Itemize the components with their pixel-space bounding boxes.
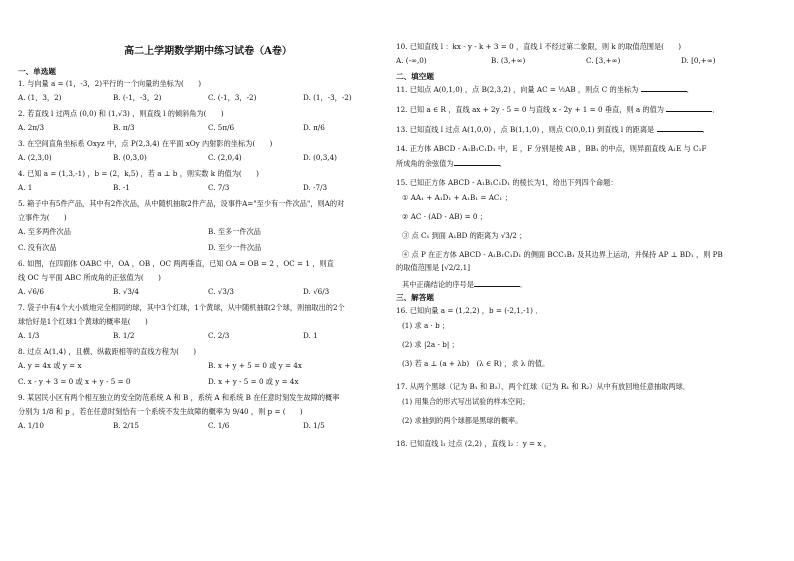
options xyxy=(18,183,398,192)
option-a[interactable]: A. 1 xyxy=(18,182,33,192)
option-a[interactable]: A. √6/6 xyxy=(18,286,44,296)
option-d[interactable]: D. √6/3 xyxy=(303,286,330,296)
question-16 xyxy=(396,306,776,368)
question-1 xyxy=(18,79,398,102)
question-line: 其中正确结论的序号是 ． xyxy=(402,280,528,290)
option-b[interactable]: B. √3/4 xyxy=(113,286,139,296)
question-stem: 18. 已知直线 l₁ 过点 (2,2) ，直线 l₂ ：y = x ， xyxy=(396,438,551,448)
answer-blank[interactable] xyxy=(474,279,520,287)
option-a[interactable]: A. (2,3,0) xyxy=(18,152,52,162)
option-d[interactable]: D. (1，-3，-2) xyxy=(303,92,352,102)
right-column xyxy=(396,42,776,450)
sub-question-2: (2) 求抽到的两个球都是黑球的概率。 xyxy=(402,415,523,425)
question-stem: 2. 若直线 l 过两点 (0,0) 和 (1,√3) ，则直线 l 的倾斜角为( ) xyxy=(18,108,224,118)
question-line: 11. 已知点 A(0,1,0) ，点 B(2,3,2) ，向量 AC = ½AB ，则点 C 的坐标为 ． xyxy=(396,85,694,95)
option-c[interactable]: C. 5π/6 xyxy=(208,122,235,132)
option-d[interactable]: D. 1/5 xyxy=(303,420,325,430)
question-8 xyxy=(18,347,398,386)
options xyxy=(18,123,398,132)
question-17 xyxy=(396,382,776,425)
option-d[interactable]: D. 至少一件次品 xyxy=(208,242,262,252)
question-stem-cont: 球恰好是1个红球1个黄球的概率是( ) xyxy=(18,316,148,326)
option-b[interactable]: B. 至多一件次品 xyxy=(208,226,261,236)
question-stem-cont: 立事件为( ) xyxy=(18,212,67,222)
question-stem: 17. 从两个黑球（记为 B₁ 和 B₂）、两个红球（记为 R₁ 和 R₂）从中有放回地任意抽取两球． xyxy=(396,381,690,391)
option-c[interactable]: C. 7/3 xyxy=(208,182,230,192)
option-b[interactable]: B. (0,3,0) xyxy=(113,152,147,162)
spacer xyxy=(396,136,776,144)
option-a[interactable]: A. 2π/3 xyxy=(18,122,45,132)
option-b[interactable]: B. (-1，-3，2) xyxy=(113,92,162,102)
question-15 xyxy=(396,178,776,289)
options xyxy=(18,227,398,236)
question-stem: 11. 已知点 A(0,1,0) ，点 B(2,3,2) ，向量 AC = ½AB ，则点 C 的坐标为 xyxy=(396,85,639,95)
sub-question-1: (1) 用集合的形式写出试验的样本空间； xyxy=(402,396,530,406)
question-stem: 12. 已知 a ∈ R ，直线 ax + 2y - 5 = 0 与直线 x - 2y + 1 = 0 垂直，则 a 的值为 xyxy=(396,105,664,115)
question-stem: 16. 已知向量 a = (1,2,2) ，b = (-2,1,-1) ． xyxy=(396,305,543,315)
option-b[interactable]: B. 2/15 xyxy=(113,420,139,430)
proposition-2: ② AC · (AD - AB) = 0 ； xyxy=(402,212,487,222)
options xyxy=(396,56,776,65)
question-3 xyxy=(18,139,398,162)
option-c[interactable]: C. 2/3 xyxy=(208,330,230,340)
option-a[interactable]: A. (-∞,0) xyxy=(396,56,427,65)
sub-question-1: (1) 求 a · b ； xyxy=(402,320,450,330)
exam-title: 高二上学期数学期中练习试卷（A卷） xyxy=(124,46,292,57)
options xyxy=(18,377,398,386)
option-a[interactable]: A. 1/10 xyxy=(18,420,44,430)
question-stem: 14. 正方体 ABCD - A₁B₁C₁D₁ 中，E ，F 分别是棱 AB ，BB₁ 的中点，则异面直线 A₁E 与 C₁F xyxy=(396,144,707,154)
question-stem: 13. 已知直线 l 过点 A(1,0,0) ，点 B(1,1,0) ，则点 C(0,0,1) 到直线 l 的距离是 xyxy=(396,125,655,135)
section-fill-in: 二、填空题 xyxy=(396,72,434,81)
question-stem: 6. 如图，在四面体 OABC 中，OA ，OB ，OC 两两垂直，已知 OA = OB = 2 ，OC = 1 ，则直 xyxy=(18,258,334,268)
question-stem: 1. 与向量 a = (1，-3，2)平行的一个向量的坐标为( ) xyxy=(18,78,202,88)
question-12 xyxy=(396,104,776,114)
proposition-4-cont: 的取值范围是 [√2/2,1] xyxy=(396,263,471,273)
spacer xyxy=(396,170,776,178)
question-5 xyxy=(18,199,398,252)
question-stem: 4. 已知 a = (1,3,-1) ，b = (2，k,5) ，若 a ⊥ b ，则实数 k 的值为( ) xyxy=(18,168,259,178)
question-9 xyxy=(18,393,398,430)
options xyxy=(18,153,398,162)
question-line: 13. 已知直线 l 过点 A(1,0,0) ，点 B(1,1,0) ，则点 C(0,0,1) 到直线 l 的距离是 ． xyxy=(396,125,710,135)
proposition-3: ③ 点 C₁ 到面 A₁BD 的距离为 √3/2 ； xyxy=(402,231,527,241)
option-d[interactable]: D. [0,+∞) xyxy=(681,56,716,65)
options xyxy=(18,361,398,370)
question-6 xyxy=(18,259,398,296)
question-7 xyxy=(18,303,398,340)
question-2 xyxy=(18,109,398,132)
question-stem: 7. 袋子中有4个大小质地完全相同的球，其中3个红球，1个黄球，从中随机抽取2个球，则抽取出的2个 xyxy=(18,302,345,312)
option-c[interactable]: C. √3/3 xyxy=(208,286,234,296)
option-a[interactable]: A. 至多两件次品 xyxy=(18,226,71,236)
question-stem: 3. 在空间直角坐标系 Oxyz 中，点 P(2,3,4) 在平面 xOy 内射影的坐标为( ) xyxy=(18,138,273,148)
question-stem-cont: 线 OC 与平面 ABC 所成角的正弦值为( ) xyxy=(18,272,161,282)
question-4 xyxy=(18,169,398,192)
question-stem: 10. 已知直线 l ：kx - y - k + 3 = 0 ，直线 l 不经过第二象限，则 k 的取值范围是( ) xyxy=(396,42,682,51)
question-14 xyxy=(396,144,776,168)
option-d[interactable]: D. -7/3 xyxy=(303,182,328,192)
option-c[interactable]: C. [3,+∞) xyxy=(586,56,621,65)
question-stem-cont: 分别为 1/8 和 p ，若在任意时刻恰有一个系统不发生故障的概率为 9/40 ，则 p = ( ) xyxy=(18,406,303,416)
question-stem: 15. 已知正方体 ABCD - A₁B₁C₁D₁ 的棱长为1，给出下列四个命题： xyxy=(396,178,618,188)
question-line: 12. 已知 a ∈ R ，直线 ax + 2y - 5 = 0 与直线 x - 2y + 1 = 0 垂直，则 a 的值为 ． xyxy=(396,105,720,115)
question-stem: 8. 过点 A(1,4) ，且横、纵截距相等的直线方程为( ) xyxy=(18,346,197,356)
answer-blank[interactable] xyxy=(641,84,687,92)
spacer xyxy=(396,96,776,104)
question-13 xyxy=(396,124,776,134)
question-18 xyxy=(396,439,776,448)
section-answer: 三、解答题 xyxy=(396,293,434,303)
sub-question-2: (2) 求 |2a - b| ； xyxy=(402,339,459,349)
question-line: 所成角的余弦值为 ． xyxy=(396,159,507,169)
option-c[interactable]: C. (-1，3，-2) xyxy=(208,92,257,102)
option-c[interactable]: C. 没有次品 xyxy=(18,242,57,252)
question-stem-cont: 所成角的余弦值为 xyxy=(396,159,454,169)
question-stem: 5. 箱子中有5件产品，其中有2件次品，从中随机抽取2件产品，设事件A="至少有一件次品"，则A的对 xyxy=(18,198,345,208)
option-a[interactable]: A. (1，3，2) xyxy=(18,92,62,102)
option-b[interactable]: B. 1/2 xyxy=(113,330,135,340)
question-tail: 其中正确结论的序号是 xyxy=(402,280,474,290)
options xyxy=(18,331,398,340)
question-stem: 9. 某居民小区有两个相互独立的安全防范系统 A 和 B ，系统 A 和系统 B 在任意时刻发生故障的概率 xyxy=(18,392,340,402)
question-10 xyxy=(396,42,776,65)
question-11 xyxy=(396,84,776,94)
option-c[interactable]: C. 1/6 xyxy=(208,420,230,430)
option-d[interactable]: D. 1 xyxy=(303,330,318,340)
option-c[interactable]: C. (2,0,4) xyxy=(208,152,242,162)
sub-question-3: (3) 若 a ⊥ (a + λb) (λ ∈ R) ，求 λ 的值。 xyxy=(402,358,550,368)
answer-blank[interactable] xyxy=(454,158,500,166)
option-b[interactable]: B. x + y + 5 = 0 或 y = 4x xyxy=(208,360,302,370)
option-a[interactable]: A. y = 4x 或 y = x xyxy=(18,360,82,370)
option-b[interactable]: B. (3,+∞) xyxy=(491,56,526,65)
answer-blank[interactable] xyxy=(666,104,712,112)
answer-blank[interactable] xyxy=(657,124,703,132)
option-a[interactable]: A. 1/3 xyxy=(18,330,40,340)
option-d[interactable]: D. x + y - 5 = 0 或 y = 4x xyxy=(208,376,299,386)
option-d[interactable]: D. π/6 xyxy=(303,122,325,132)
options xyxy=(18,243,398,252)
proposition-4: ④ 点 P 在正方体 ABCD - A₁B₁C₁D₁ 的侧面 BCC₁B₁ 及其边界上运动，并保持 AP ⊥ BD₁ ，则 PB xyxy=(402,250,723,260)
option-c[interactable]: C. x - y + 3 = 0 或 x + y - 5 = 0 xyxy=(18,376,131,386)
proposition-1: ① AA₁ + A₁D₁ + A₁B₁ = AC₁ ； xyxy=(402,193,512,203)
options xyxy=(18,287,398,296)
option-b[interactable]: B. π/3 xyxy=(113,122,135,132)
options xyxy=(18,421,398,430)
option-d[interactable]: D. (0,3,4) xyxy=(303,152,337,162)
options xyxy=(18,93,398,102)
option-b[interactable]: B. -1 xyxy=(113,182,130,192)
spacer xyxy=(396,116,776,124)
left-column xyxy=(18,0,398,437)
section-single-choice: 一、单选题 xyxy=(18,66,56,76)
